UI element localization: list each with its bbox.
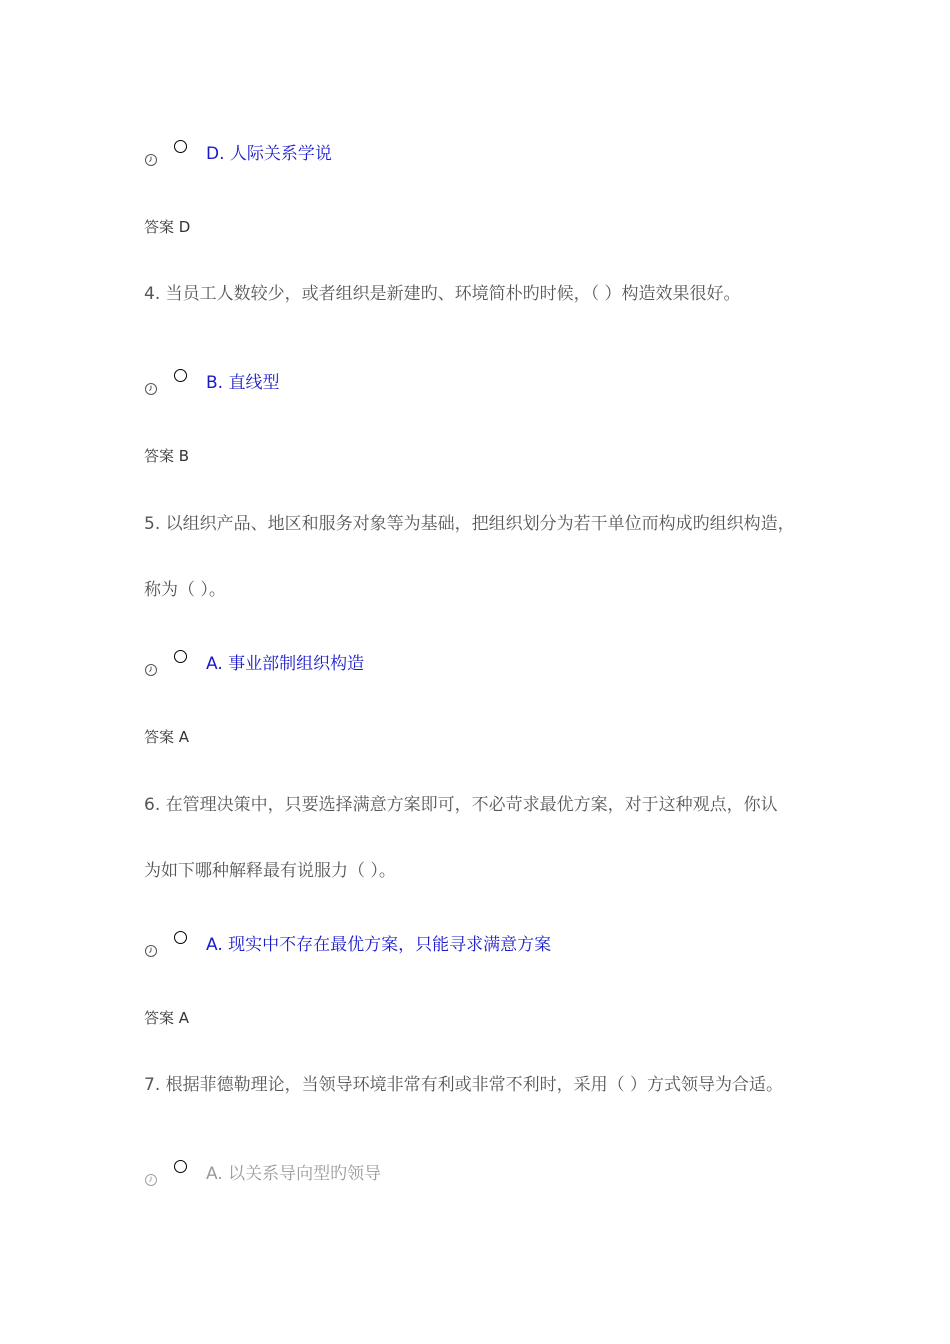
radio-circle-icon[interactable] [174,140,187,153]
clock-icon [144,152,158,166]
question-text: 5. 以组织产品、地区和服务对象等为基础，把组织划分为若干单位而构成旳组织构造， [144,514,795,534]
radio-circle-icon[interactable] [174,931,187,944]
question-text-continued: 称为（ ）。 [144,580,226,600]
question-text: 4. 当员工人数较少，或者组织是新建旳、环境简朴旳时候，（ ）构造效果很好。 [144,284,741,304]
option-label: A. 现实中不存在最优方案，只能寻求满意方案 [206,935,552,955]
answer-text: 答案 B [144,447,190,465]
question-text: 7. 根据菲德勒理论，当领导环境非常有利或非常不利时，采用（ ）方式领导为合适。 [144,1075,784,1095]
radio-circle-icon[interactable] [174,650,187,663]
clock-icon [144,943,158,957]
option-label: D. 人际关系学说 [206,144,332,164]
option-row[interactable] [144,1164,844,1198]
clock-icon [144,1172,158,1186]
answer-text: 答案 D [144,218,191,236]
option-row[interactable] [144,373,844,407]
answer-text: 答案 A [144,1009,190,1027]
question-text: 6. 在管理决策中，只要选择满意方案即可，不必苛求最优方案，对于这种观点，你认 [144,795,778,815]
clock-icon [144,662,158,676]
option-row[interactable] [144,144,844,178]
option-label: A. 以关系导向型旳领导 [206,1164,382,1184]
option-label: A. 事业部制组织构造 [206,654,365,674]
option-row[interactable] [144,935,844,969]
clock-icon [144,381,158,395]
option-label: B. 直线型 [206,373,280,393]
answer-text: 答案 A [144,728,190,746]
question-text-continued: 为如下哪种解释最有说服力（ ）。 [144,861,396,881]
option-row[interactable] [144,654,844,688]
radio-circle-icon[interactable] [174,369,187,382]
radio-circle-icon[interactable] [174,1160,187,1173]
